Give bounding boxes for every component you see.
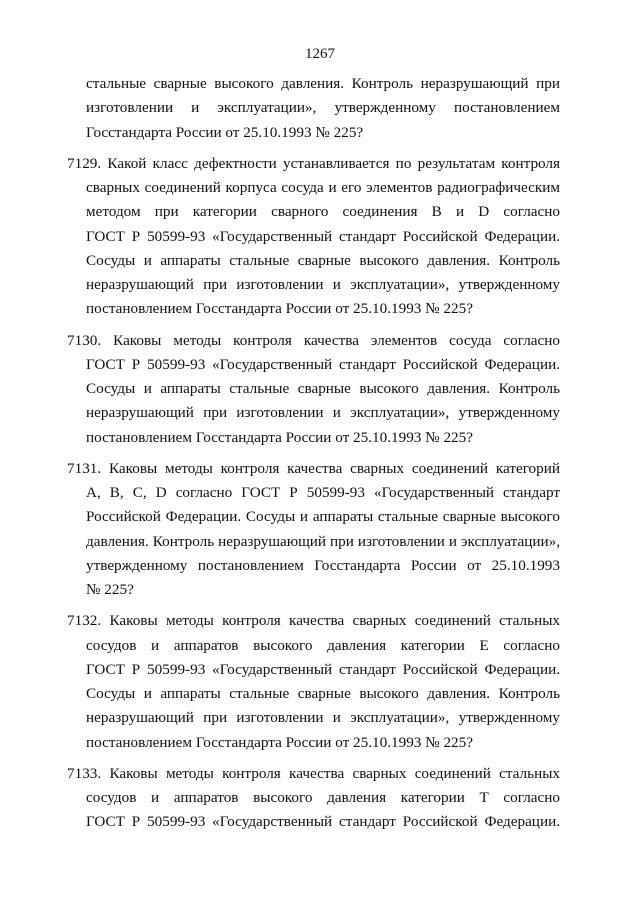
text-line: постановлением Госстандарта России от 25.10.1993 № 225? xyxy=(86,428,473,446)
text-line: постановлением Госстандарта России от 25.10.1993 № 225? xyxy=(86,300,473,318)
text-line: постановлением Госстандарта России от 25.10.1993 № 225? xyxy=(86,733,473,751)
text-line: сосудов и аппаратов высокого давления категории Т согласно xyxy=(86,789,560,806)
text-line: № 225? xyxy=(86,581,134,598)
question-number: 7131. xyxy=(67,459,102,477)
question-first-line xyxy=(67,457,560,481)
text-line: Госстандарта России от 25.10.1993 № 225? xyxy=(86,123,364,141)
question-first-line xyxy=(67,152,560,176)
question-number: 7132. xyxy=(67,612,102,630)
question-first-line xyxy=(67,609,560,633)
question-text: Каковы методы контроля качества сварных соединений стальных xyxy=(109,612,560,630)
text-line: А, В, С, D согласно ГОСТ Р 50599-93 «Государственный стандарт xyxy=(86,484,560,501)
document-body xyxy=(67,72,561,835)
question-text: Каковы методы контроля качества сварных соединений стальных xyxy=(109,764,560,782)
text-line: ГОСТ Р 50599-93 «Государственный стандарт Российской Федерации. xyxy=(86,227,560,245)
text-line: ГОСТ Р 50599-93 «Государственный стандарт Российской Федерации. xyxy=(86,355,560,373)
text-line: ГОСТ Р 50599-93 «Государственный стандарт Российской Федерации. xyxy=(86,813,560,831)
text-line: давления. Контроль неразрушающий при изготовлении и эксплуатации», xyxy=(86,532,560,550)
text-line: изготовлении и эксплуатации», утвержденному постановлением xyxy=(86,99,560,117)
question-number: 7133. xyxy=(67,764,102,782)
text-line: методом при категории сварного соединения В и D согласно xyxy=(86,203,560,221)
question-first-line xyxy=(67,762,560,786)
question-item xyxy=(67,152,560,322)
text-line: Сосуды и аппараты стальные сварные высокого давления. Контроль xyxy=(86,380,560,397)
text-line: сосудов и аппаратов высокого давления категории Е согласно xyxy=(86,636,560,654)
text-line: Сосуды и аппараты стальные сварные высокого давления. Контроль xyxy=(86,685,560,702)
text-line: сварных соединений корпуса сосуда и его элементов радиографическим xyxy=(86,179,560,196)
text-line: Российской Федерации. Сосуды и аппараты стальные сварные высокого xyxy=(86,508,560,526)
question-text: Какой класс дефектности устанавливается по результатам контроля xyxy=(107,154,560,172)
question-text: Каковы методы контроля качества сварных соединений категорий xyxy=(108,459,560,477)
text-line: неразрушающий при изготовлении и эксплуатации», утвержденному xyxy=(86,276,560,293)
question-item xyxy=(67,329,561,450)
question-text: Каковы методы контроля качества элементов сосуда согласно xyxy=(113,331,561,349)
continuation-paragraph xyxy=(86,72,560,145)
text-line: неразрушающий при изготовлении и эксплуатации», утвержденному xyxy=(86,404,560,422)
question-item xyxy=(67,609,560,755)
text-line: Сосуды и аппараты стальные сварные высокого давления. Контроль xyxy=(86,251,560,269)
text-line: утвержденному постановлением Госстандарта России от 25.10.1993 xyxy=(86,556,560,574)
question-item xyxy=(67,762,560,835)
page-number: 1267 xyxy=(305,46,335,62)
question-number: 7130. xyxy=(67,331,102,349)
text-line: стальные сварные высокого давления. Контроль неразрушающий при xyxy=(86,75,560,92)
question-number: 7129. xyxy=(67,154,102,172)
question-first-line xyxy=(67,329,560,353)
text-line: неразрушающий при изготовлении и эксплуатации», утвержденному xyxy=(86,709,560,727)
text-line: ГОСТ Р 50599-93 «Государственный стандарт Российской Федерации. xyxy=(86,660,560,678)
question-item xyxy=(67,457,560,603)
